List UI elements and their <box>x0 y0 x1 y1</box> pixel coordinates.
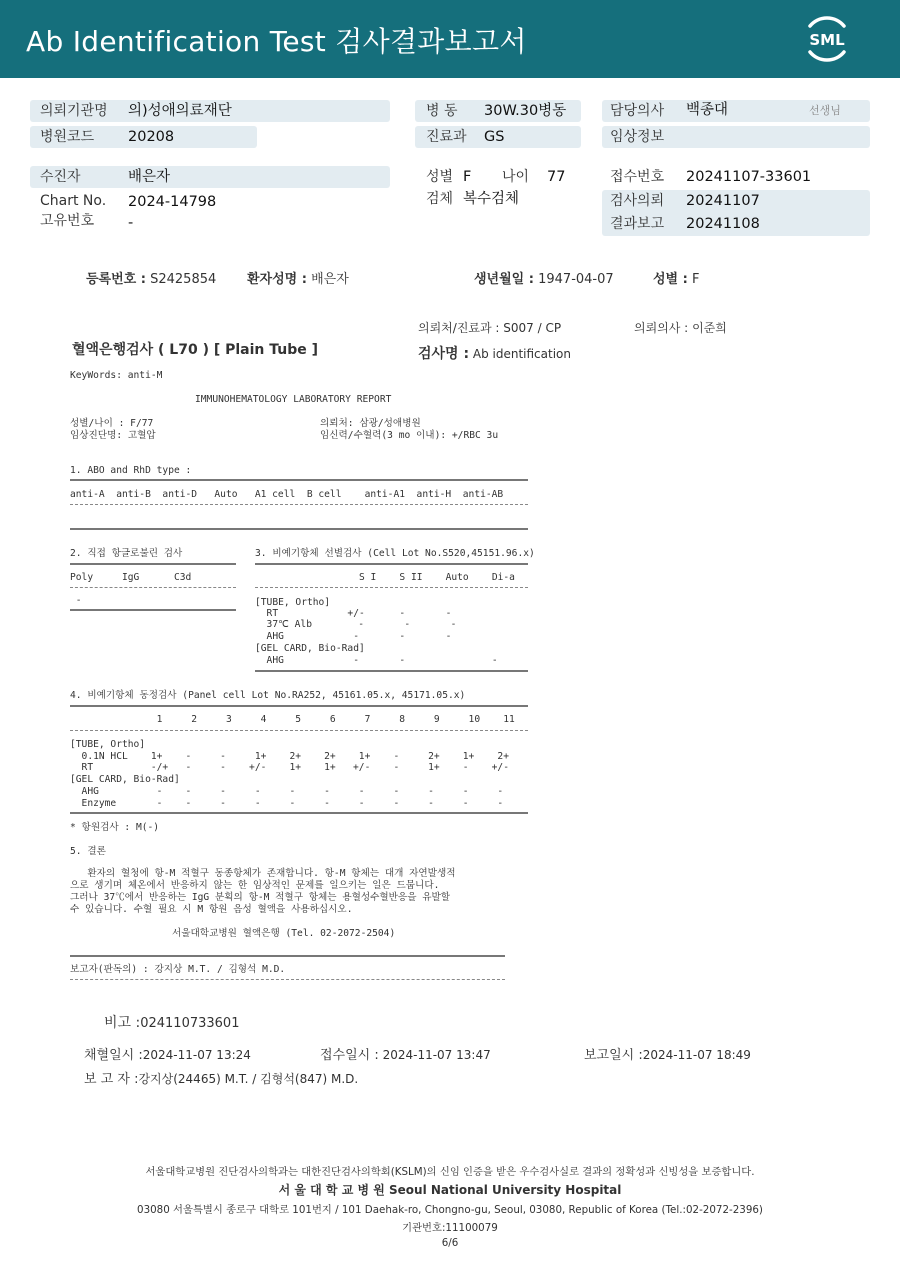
separator <box>70 812 528 815</box>
separator <box>70 528 528 531</box>
requester: 의뢰처: 삼광/성애병원 <box>320 418 421 429</box>
abo-header: anti-A anti-B anti-D Auto A1 cell B cell anti-A1 anti-H anti-AB <box>70 489 504 500</box>
age-value: 77 <box>547 169 566 185</box>
dat-values: - <box>70 595 82 606</box>
svg-text:SML: SML <box>809 31 845 49</box>
receive-time: 접수일시 : 2024-11-07 13:47 <box>320 1048 491 1063</box>
request-value: 20241107 <box>686 193 760 209</box>
chart-label: Chart No. <box>40 193 107 209</box>
sml-logo <box>802 14 852 64</box>
conclusion-line: 그러나 37℃에서 반응하는 IgG 분획의 항-M 적혈구 항체는 용혈성수혈반응을 유발할 <box>70 892 451 903</box>
report-time: 보고일시 :2024-11-07 18:49 <box>584 1048 751 1063</box>
screen-row: [TUBE, Ortho] <box>255 597 331 608</box>
separator <box>255 670 528 672</box>
panel-header: 1 2 3 4 5 6 7 8 9 10 11 <box>70 714 515 725</box>
hospital-code-value: 20208 <box>128 129 175 145</box>
panel-row: [TUBE, Ortho] <box>70 739 146 750</box>
request-dept: 의뢰처/진료과 : S007 / CP <box>418 321 562 335</box>
reporter-line: 보고자(판독의) : 강지상 M.T. / 김형석 M.D. <box>70 964 286 975</box>
specimen-value: 복수검체 <box>463 191 520 207</box>
unique-label: 고유번호 <box>40 213 95 229</box>
page-title: Ab Identification Test 검사결과보고서 <box>26 25 527 58</box>
institution-number: 기관번호:11100079 <box>402 1222 498 1234</box>
screen-row: 37℃ Alb - - - <box>255 619 457 630</box>
antigen-test: * 항원검사 : M(-) <box>70 822 160 833</box>
history: 임신력/수혈력(3 mo 이내): +/RBC 3u <box>320 430 499 441</box>
separator <box>255 563 528 565</box>
ward-label: 병 동 <box>426 103 458 119</box>
certification: 서울대학교병원 진단검사의학과는 대한진단검사의학회(KSLM)의 신임 인증을 받은 우수검사실로 결과의 정확성과 신빙성을 보증합니다. <box>145 1166 755 1178</box>
hospital-name: 서 울 대 학 교 병 원 Seoul National University Hospital <box>278 1183 622 1197</box>
birth-date: 생년월일 : 1947-04-07 <box>474 272 614 287</box>
separator <box>70 504 528 505</box>
separator <box>70 587 236 588</box>
conclusion-line: 으로 생기며 체온에서 반응하지 않는 한 임상적인 문제를 일으키는 일은 드뭅니다. <box>70 880 440 891</box>
hospital-code-label: 병원코드 <box>40 129 95 145</box>
diagnosis: 임상진단명: 고혈압 <box>70 430 156 441</box>
abo-title: 1. ABO and RhD type : <box>70 465 192 476</box>
screen-row: AHG - - - <box>255 631 452 642</box>
age-label: 나이 <box>502 169 530 185</box>
separator <box>70 563 236 565</box>
screen-row: RT +/- - - <box>255 608 452 619</box>
result-value: 20241108 <box>686 216 760 232</box>
result-label: 결과보고 <box>610 216 665 232</box>
screen-row: AHG - - - <box>255 655 498 666</box>
receipt-value: 20241107-33601 <box>686 169 812 185</box>
separator <box>70 730 528 731</box>
sex-label: 성별 <box>426 169 454 185</box>
patient-bar <box>30 166 390 188</box>
dat-header: Poly IgG C3d <box>70 572 192 583</box>
conclusion-line: 수 있습니다. 수혈 필요 시 M 항원 음성 혈액을 사용하십시오. <box>70 904 353 915</box>
request-label: 검사의뢰 <box>610 193 665 209</box>
doctor-label: 담당의사 <box>610 103 665 119</box>
exam-name: 검사명 : Ab identification <box>418 346 571 362</box>
collection-time: 채혈일시 :2024-11-07 13:24 <box>84 1048 251 1063</box>
dat-title: 2. 직접 항글로불린 검사 <box>70 548 183 559</box>
separator <box>70 705 528 708</box>
separator <box>70 609 236 611</box>
lab-title: IMMUNOHEMATOLOGY LABORATORY REPORT <box>195 394 392 405</box>
institution-label: 의뢰기관명 <box>40 103 108 119</box>
patient-label: 수진자 <box>40 169 81 185</box>
clinical-label: 임상정보 <box>610 129 665 145</box>
chart-value: 2024-14798 <box>128 194 217 210</box>
patient-value: 배은자 <box>128 169 171 185</box>
separator <box>70 955 505 957</box>
panel-row: RT -/+ - - +/- 1+ 1+ +/- - 1+ - +/- <box>70 762 509 773</box>
doctor-value: 백종대 <box>686 102 729 118</box>
conclusion-line: 환자의 혈청에 항-M 적혈구 동종항체가 존재합니다. 항-M 항체는 대개 자연발생적 <box>70 868 456 879</box>
panel-row: Enzyme - - - - - - - - - - - <box>70 798 504 809</box>
separator <box>70 479 528 482</box>
receipt-label: 접수번호 <box>610 169 665 185</box>
registration: 등록번호 : S2425854 <box>86 272 217 287</box>
sex-age: 성별/나이 : F/77 <box>70 418 154 429</box>
screen-row: [GEL CARD, Bio-Rad] <box>255 643 365 654</box>
institution-value: 의)성애의료재단 <box>128 103 232 119</box>
panel-row: [GEL CARD, Bio-Rad] <box>70 774 180 785</box>
address: 03080 서울특별시 종로구 대학로 101번지 / 101 Daehak-ro, Chongno-gu, Seoul, 03080, Republic of Korea (Tel.:02-2072-2396) <box>137 1204 763 1216</box>
separator <box>70 979 505 980</box>
dept-label: 진료과 <box>426 129 467 145</box>
patient-name: 환자성명 : 배은자 <box>247 272 349 287</box>
request-doctor: 의뢰의사 : 이준희 <box>634 321 727 335</box>
blood-bank: 서울대학교병원 혈액은행 (Tel. 02-2072-2504) <box>172 928 396 939</box>
screen-title: 3. 비예기항체 선별검사 (Cell Lot No.S520,45151.96.x) <box>255 548 535 559</box>
unique-value: - <box>128 215 134 231</box>
panel-title: 4. 비예기항체 동정검사 (Panel cell Lot No.RA252, 45161.05.x, 45171.05.x) <box>70 690 466 701</box>
panel-row: AHG - - - - - - - - - - - <box>70 786 504 797</box>
specimen-label: 검체 <box>426 191 454 207</box>
ward-value: 30W.30병동 <box>484 103 567 119</box>
reporter: 보 고 자 :강지상(24465) M.T. / 김형석(847) M.D. <box>84 1072 359 1087</box>
conclusion-title: 5. 결론 <box>70 846 106 857</box>
screen-header: S I S II Auto Di-a <box>255 572 515 583</box>
dept-value: GS <box>484 129 505 145</box>
page-number: 6/6 <box>441 1237 459 1249</box>
report-header <box>0 0 900 78</box>
sex-value: F <box>463 169 472 185</box>
exam-title: 혈액은행검사 ( L70 ) [ Plain Tube ] <box>72 342 319 358</box>
panel-row: 0.1N HCL 1+ - - 1+ 2+ 2+ 1+ - 2+ 1+ 2+ <box>70 751 509 762</box>
report-sex: 성별 : F <box>653 272 700 287</box>
doctor-suffix: 선생님 <box>809 104 841 117</box>
keywords: KeyWords: anti-M <box>70 370 163 381</box>
remark: 비고 :024110733601 <box>104 1015 240 1031</box>
separator <box>255 587 528 588</box>
